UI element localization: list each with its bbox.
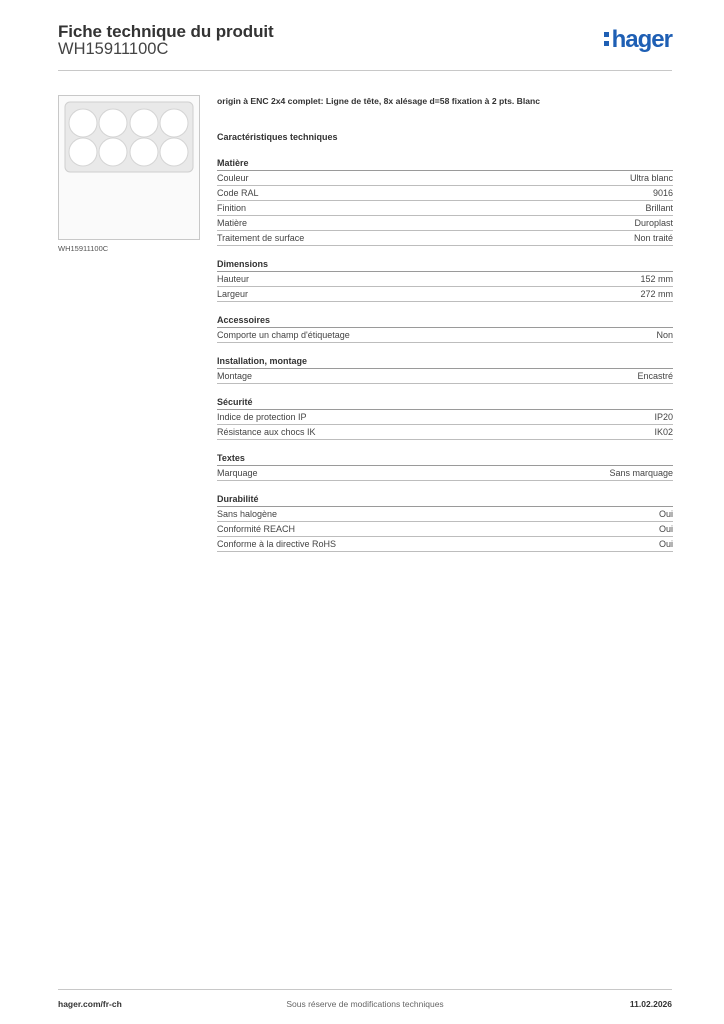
spec-label: Marquage <box>217 468 258 478</box>
spec-row <box>217 287 673 302</box>
spec-value: Non traité <box>633 233 673 243</box>
spec-label: Résistance aux chocs IK <box>217 427 316 437</box>
section-title: Durabilité <box>217 493 673 507</box>
section-title: Sécurité <box>217 396 673 410</box>
document-header <box>58 20 672 71</box>
spec-value: Oui <box>658 539 673 549</box>
spec-value: Ultra blanc <box>629 173 673 183</box>
spec-row <box>217 272 673 287</box>
spec-value: IK02 <box>654 427 673 437</box>
logo-text: hager <box>611 26 672 53</box>
spec-value: Brillant <box>645 203 673 213</box>
spec-row <box>217 466 673 481</box>
spec-label: Conformité REACH <box>217 524 296 534</box>
spec-label: Matière <box>217 218 248 228</box>
spec-value: Oui <box>658 524 673 534</box>
spec-row <box>217 507 673 522</box>
spec-row <box>217 537 673 552</box>
spec-label: Couleur <box>217 173 249 183</box>
spec-section <box>217 157 673 246</box>
document-footer <box>58 989 672 1018</box>
spec-row <box>217 328 673 343</box>
spec-label: Sans halogène <box>217 509 278 519</box>
spec-section <box>217 452 673 481</box>
spec-value: Oui <box>658 509 673 519</box>
spec-row <box>217 171 673 186</box>
section-title: Dimensions <box>217 258 673 272</box>
spec-label: Indice de protection IP <box>217 412 307 422</box>
cover-plate-2x4-image <box>59 96 199 239</box>
spec-section <box>217 355 673 384</box>
spec-value: Non <box>656 330 673 340</box>
hager-logo <box>604 26 672 54</box>
spec-section <box>217 314 673 343</box>
section-gap <box>217 246 673 255</box>
spec-label: Hauteur <box>217 274 250 284</box>
spec-section <box>217 258 673 302</box>
section-gap <box>217 384 673 393</box>
spec-row <box>217 231 673 246</box>
spec-row <box>217 186 673 201</box>
spec-value: 152 mm <box>640 274 673 284</box>
spec-label: Traitement de surface <box>217 233 305 243</box>
product-image <box>58 95 200 240</box>
document-title: Fiche technique du produit <box>58 22 274 41</box>
section-gap <box>217 343 673 352</box>
spec-section <box>217 396 673 440</box>
product-code: WH15911100C <box>58 40 169 58</box>
section-title: Installation, montage <box>217 355 673 369</box>
spec-label: Finition <box>217 203 247 213</box>
spec-value: 9016 <box>652 188 673 198</box>
spec-value: Sans marquage <box>609 468 673 478</box>
section-title: Accessoires <box>217 314 673 328</box>
logo-dots-icon <box>604 30 610 48</box>
section-gap <box>217 440 673 449</box>
spec-value: IP20 <box>654 412 673 422</box>
spec-value: 272 mm <box>640 289 673 299</box>
spec-label: Code RAL <box>217 188 259 198</box>
spec-row <box>217 216 673 231</box>
spec-sections <box>217 157 673 552</box>
spec-label: Largeur <box>217 289 249 299</box>
spec-content <box>217 96 673 552</box>
spec-row <box>217 522 673 537</box>
image-caption: WH15911100C <box>58 244 109 253</box>
spec-row <box>217 369 673 384</box>
spec-row <box>217 425 673 440</box>
spec-label: Montage <box>217 371 253 381</box>
spec-row <box>217 201 673 216</box>
section-title: Textes <box>217 452 673 466</box>
section-gap <box>217 481 673 490</box>
footer-note: Sous réserve de modifications techniques <box>286 999 444 1009</box>
spec-value: Duroplast <box>634 218 673 228</box>
spec-label: Comporte un champ d'étiquetage <box>217 330 350 340</box>
spec-subtitle: Caractéristiques techniques <box>217 132 338 142</box>
footer-date: 11.02.2026 <box>629 999 672 1009</box>
section-title: Matière <box>217 157 673 171</box>
spec-label: Conforme à la directive RoHS <box>217 539 337 549</box>
footer-website: hager.com/fr-ch <box>58 999 122 1009</box>
product-description: origin à ENC 2x4 complet: Ligne de tête, 8x alésage d=58 fixation à 2 pts. Blanc <box>217 96 541 106</box>
spec-section <box>217 493 673 552</box>
spec-value: Encastré <box>637 371 673 381</box>
section-gap <box>217 302 673 311</box>
spec-row <box>217 410 673 425</box>
